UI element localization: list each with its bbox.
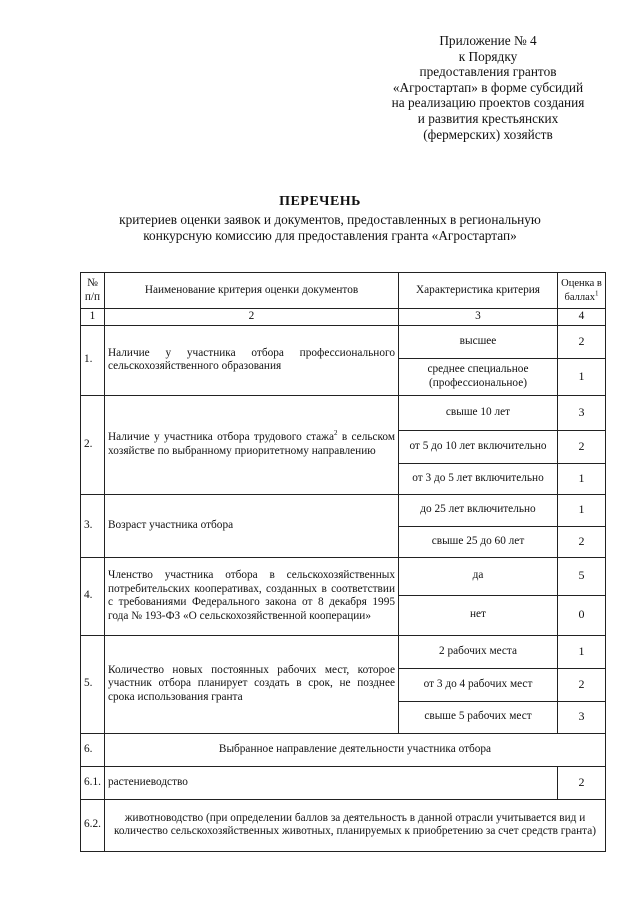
criterion-option: да (399, 557, 558, 595)
direction-name: растениеводство (105, 766, 558, 799)
row-num: 3. (81, 494, 105, 557)
criterion-name: Количество новых постоянных рабочих мест, которое участник отбора планирует создать в срок, не позднее срока использования гранта (105, 635, 399, 733)
subtitle-line-2: конкурсную комиссию для предоставления гранта «Агростартап» (143, 228, 517, 243)
document-title: ПЕРЕЧЕНЬ (279, 194, 361, 209)
row-num: 4. (81, 557, 105, 635)
criterion-option: от 3 до 5 лет включительно (399, 463, 558, 494)
criterion-score: 2 (558, 668, 606, 701)
appendix-line: к Порядку (458, 48, 518, 64)
col-number: 3 (399, 309, 558, 326)
subtitle-line-1: критериев оценки заявок и документов, предоставленных в региональную (119, 212, 541, 227)
row-num: 2. (81, 395, 105, 494)
criterion-option: свыше 10 лет (399, 395, 558, 430)
criterion-name (105, 395, 399, 494)
appendix-block (372, 33, 604, 142)
appendix-line: на реализацию проектов создания (391, 95, 585, 111)
document-subtitle (60, 212, 600, 244)
criterion-score: 2 (558, 325, 606, 358)
header-characteristic: Характеристика критерия (399, 273, 558, 309)
criterion-name: Членство участника отбора в сельскохозяйственных потребительских кооперативах, созданных в соответствии с требованиями Федерального закона от 8 декабря 1995 года № 193-ФЗ «О сельскохозяйственной кооперации» (105, 557, 399, 635)
footnote-mark: 1 (595, 289, 599, 297)
table-row (81, 494, 606, 526)
header-name: Наименование критерия оценки документов (105, 273, 399, 309)
table-row (81, 635, 606, 668)
criterion-option: от 5 до 10 лет включительно (399, 430, 558, 463)
row-num: 5. (81, 635, 105, 733)
header-num: № п/п (81, 273, 105, 309)
criterion-score: 1 (558, 494, 606, 526)
appendix-line: предоставления грантов (419, 64, 557, 80)
criteria-table (80, 272, 606, 852)
criterion-option: 2 рабочих места (399, 635, 558, 668)
criterion-score: 1 (558, 635, 606, 668)
appendix-line: (фермерских) хозяйств (423, 126, 553, 142)
table-row (81, 799, 606, 851)
direction-name: животноводство (при определении баллов за деятельность в данной отрасли учитывается вид и количество сельскохозяйственных животных, планируемых к приобретению за счет средств гранта) (105, 799, 606, 851)
criterion-option: свыше 25 до 60 лет (399, 526, 558, 557)
criterion-score: 5 (558, 557, 606, 595)
header-score (558, 273, 606, 309)
col-number: 1 (81, 309, 105, 326)
criterion-score: 3 (558, 701, 606, 733)
table-row (81, 395, 606, 430)
criterion-option: среднее специальное (профессиональное) (399, 358, 558, 395)
row-num: 6. (81, 733, 105, 766)
table-row (81, 557, 606, 595)
row-num: 6.1. (81, 766, 105, 799)
criterion-score: 1 (558, 463, 606, 494)
section-heading: Выбранное направление деятельности участника отбора (105, 733, 606, 766)
criterion-score: 2 (558, 526, 606, 557)
criterion-score: 0 (558, 595, 606, 635)
header-score-text: Оценка в баллах (561, 278, 602, 303)
header-row (81, 273, 606, 309)
row-num: 6.2. (81, 799, 105, 851)
row-num: 1. (81, 325, 105, 395)
table-row (81, 766, 606, 799)
criterion-name-part: в сельском хозяйстве по выбранному приоритетному направлению (108, 431, 396, 457)
column-number-row (81, 309, 606, 326)
criterion-score: 2 (558, 430, 606, 463)
col-number: 4 (558, 309, 606, 326)
criterion-name: Наличие у участника отбора профессионального сельскохозяйственного образования (105, 325, 399, 395)
criterion-option: до 25 лет включительно (399, 494, 558, 526)
criterion-name-part: Наличие у участника отбора трудового стажа (108, 431, 335, 443)
appendix-line: «Агростартап» в форме субсидий (392, 79, 584, 95)
table-row (81, 325, 606, 358)
appendix-line: и развития крестьянских (417, 110, 559, 126)
criterion-option: свыше 5 рабочих мест (399, 701, 558, 733)
criterion-score: 1 (558, 358, 606, 395)
criterion-option: нет (399, 595, 558, 635)
footnote-mark: 2 (334, 429, 338, 438)
criterion-option: высшее (399, 325, 558, 358)
col-number: 2 (105, 309, 399, 326)
criterion-name: Возраст участника отбора (105, 494, 399, 557)
table-row (81, 733, 606, 766)
criterion-score: 2 (558, 766, 606, 799)
criterion-option: от 3 до 4 рабочих мест (399, 668, 558, 701)
appendix-line: Приложение № 4 (439, 33, 537, 48)
criterion-score: 3 (558, 395, 606, 430)
